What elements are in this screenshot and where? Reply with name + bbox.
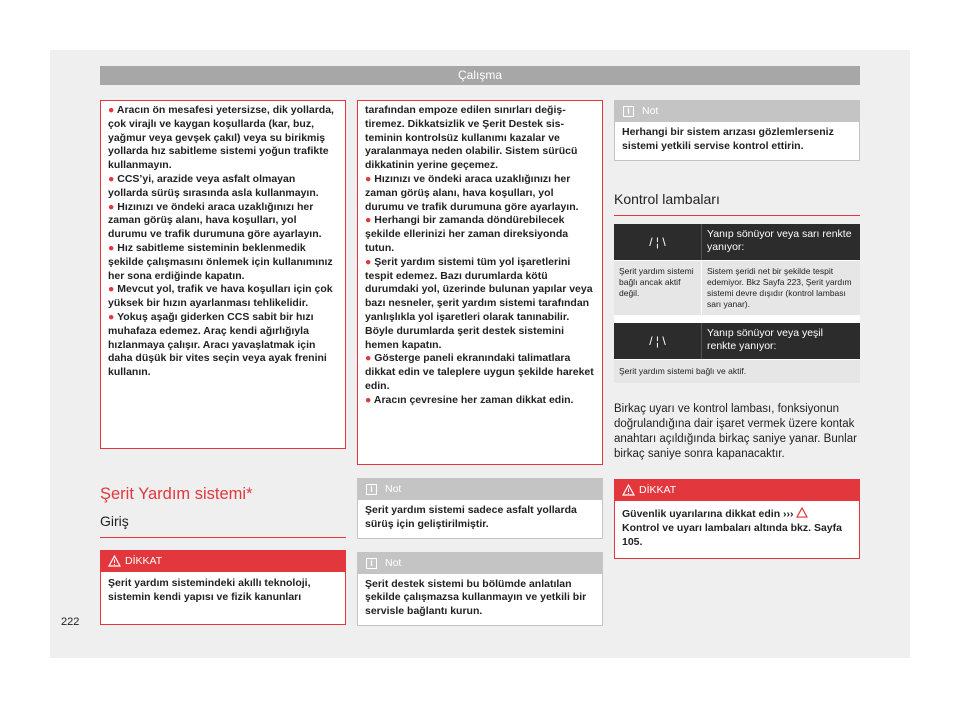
warning-box (100, 550, 346, 625)
note-text: Herhangi bir sistem arızası gözlemlerseniz sistemi yetkili servise kontrol ettirin. (622, 126, 834, 152)
list-item: ● Mevcut yol, trafik ve hava koşulları için çok yüksek bir hızın ayarlanması tehlikelidir. (108, 283, 333, 310)
list-item: ● CCS’yi, arazide veya asfalt olmayan yollarda sürüş sırasında asla kullanmayın. (108, 172, 319, 199)
bullet-icon: ● (365, 352, 375, 365)
bullet-icon: ● (108, 104, 117, 116)
note-text: Şerit yardım sistemi sadece asfalt yollarda sürüş için geliştirilmiştir. (365, 504, 577, 530)
warning-box (614, 479, 860, 558)
warning-content: tarafından empoze edilen sınırları değiştiremez. Dikkatsizlik ve Şerit Destek sisteminin kontrolsüz kullanımı kazalar ve yaralanmaya neden olabilir. Sistem sürücü dikkatinin yerine geçemez. ● Hızınızı ve öndeki araca uzaklığınızı her zaman görüş alanı, hava koşulları, yol durumu ve trafik durumuna göre ayarlayın. ● Herhangi bir zamanda döndürebilecek şekilde ellerinizi her zaman direksiyonda tutun. ● Şerit yardım sistemi tüm yol işaretlerini tespit edemez. Bazı durumlarda kötü durumdaki yol, üzerinde bulunan yapılar veya bazı nesneler, şerit yardım sistemi tarafından yanlışlıkla yol işaretleri olarak tanınabilir. Böyle durumlarda şerit destek sistemini hemen kapatın. ● Gösterge paneli ekranındaki talimatlara dikkat edin ve taleplere uygun şekilde hareket edin. ● Aracın çevresine her zaman dikkat edin. (365, 104, 594, 406)
column-left (100, 100, 346, 625)
column-right (614, 100, 860, 559)
column-middle (357, 100, 603, 626)
info-icon: i (366, 558, 377, 569)
page-number: 222 (61, 616, 80, 628)
note-header (358, 479, 602, 500)
warning-text (615, 501, 859, 557)
warning-box-continued (357, 100, 603, 465)
lamp-solution: Sistem şeridi net bir şekilde tespit edemiyor. Bkz Sayfa 223, Şerit yardım sistemi devre dışıdır (kontrol lambası sarı yanar). (707, 265, 852, 309)
note-label: Not (385, 483, 402, 495)
lamp-row-header (614, 323, 860, 360)
lane-assist-icon: / ¦ \ (614, 323, 702, 359)
note-header (358, 553, 602, 574)
lamp-row-body (614, 261, 860, 315)
lamp-cause: Şerit yardım sistemi bağlı ancak aktif değil. (614, 261, 702, 315)
warning-label: DİKKAT (125, 555, 163, 567)
lamp-row-body: Şerit yardım sistemi bağlı ve aktif. (614, 360, 860, 383)
bullet-icon: ● (108, 283, 118, 296)
warning-header (615, 480, 859, 501)
subsection-title: Giriş (100, 513, 346, 538)
list-item: ● Aracın ön mesafesi yetersizse, dik yollarda, çok virajlı ve kaygan koşullarda (kar, buz, yağmur veya gevşek çakıl) veya su birikmiş yollarda hız sabitleme sistemi yoğun trafikte kullanmayın. (108, 104, 334, 172)
lamp-heading: Yanıp sönüyor veya sarı renkte yanıyor: (707, 227, 852, 254)
lamp-heading: Yanıp sönüyor veya yeşil renkte yanıyor: (707, 326, 823, 353)
note-box (357, 478, 603, 539)
note-header (615, 101, 859, 122)
info-icon: i (366, 484, 377, 495)
warning-bullets (101, 101, 345, 388)
warning-triangle-icon (108, 555, 121, 567)
lamp-row-header (614, 224, 860, 261)
list-item: ● Hızınızı ve öndeki araca uzaklığınızı her zaman görüş alanı, hava koşulları, yol durumu ve trafik durumuna göre ayarlayın. (365, 172, 579, 213)
note-box (614, 100, 860, 161)
list-item: ● Şerit yardım sistemi tüm yol işaretlerini tespit edemez. Bazı durumlarda kötü durumdaki yol, üzerinde bulunan yapılar veya bazı nesneler, şerit yardım sistemi tarafından yanlışlıkla yol işaretleri olarak tanınabilir. Böyle durumlarda şerit destek sistemini hemen kapatın. (365, 255, 593, 351)
body-paragraph: Birkaç uyarı ve kontrol lambası, fonksiyonun doğrulandığına dair işaret vermek üzere kontak anahtarı açıldığında birkaç saniye yanar. Bunlar birkaç saniye sonra kapanacaktır. (614, 402, 857, 461)
warning-triangle-icon (622, 484, 635, 496)
bullet-icon: ● (108, 200, 118, 213)
list-item: ● Hız sabitleme sisteminin beklenmedik şekilde çalışmasını önlemek için kullanımınız her sona erdiğinde kapatın. (108, 241, 333, 282)
note-box (357, 552, 603, 626)
bullet-icon: ● (365, 393, 374, 406)
bullet-icon: ● (365, 255, 375, 268)
warning-text: Şerit yardım sistemindeki akıllı teknoloji, sistemin kendi yapısı ve fizik kanunları (108, 577, 311, 603)
note-text: Şerit destek sistemi bu bölümde anlatılan şekilde çalışmazsa kullanmayın ve yetkili bir servisle bağlantı kurun. (365, 577, 587, 618)
table-gap (614, 315, 860, 323)
list-item: ● Yokuş aşağı giderken CCS sabit bir hızı muhafaza edemez. Araç kendi ağırlığıyla hızlanmaya çalışır. Aracı yavaşlatmak için daha düşük bir vites seçin veya ayak frenini kullanın. (108, 310, 327, 379)
page-header: Çalışma (100, 66, 860, 85)
warning-line: Güvenlik uyarılarına dikkat edin ››› (622, 508, 794, 521)
note-label: Not (385, 556, 402, 569)
bullet-icon: ● (365, 214, 375, 227)
warning-box-continued (100, 100, 346, 449)
list-item: ● Hızınızı ve öndeki araca uzaklığınızı her zaman görüş alanı, hava koşulları, yol durumu ve trafik durumuna göre ayarlayın. (108, 200, 322, 241)
warning-line: Kontrol ve uyarı lambaları altında bkz. Sayfa 105. (622, 522, 842, 548)
warning-label: DİKKAT (639, 484, 677, 497)
section-title: Şerit Yardım sistemi* (100, 485, 253, 503)
bullet-icon: ● (365, 172, 375, 185)
list-item: ● Gösterge paneli ekranındaki talimatlara dikkat edin ve taleplere uygun şekilde hareket edin. (365, 352, 594, 392)
list-item: ● Herhangi bir zamanda döndürebilecek şekilde ellerinizi her zaman direksiyonda tutun. (365, 214, 569, 254)
bullet-icon: ● (108, 241, 118, 254)
note-label: Not (642, 105, 659, 117)
warning-header (101, 551, 345, 572)
list-item: ● Aracın çevresine her zaman dikkat edin. (365, 393, 574, 406)
lamp-table (614, 224, 860, 383)
bullet-icon: ● (108, 172, 118, 185)
section-title: Kontrol lambaları (614, 191, 860, 216)
info-icon: i (623, 106, 634, 117)
warning-triangle-icon (796, 507, 808, 518)
lane-assist-icon: / ¦ \ (614, 224, 702, 260)
bullet-icon: ● (108, 310, 118, 323)
